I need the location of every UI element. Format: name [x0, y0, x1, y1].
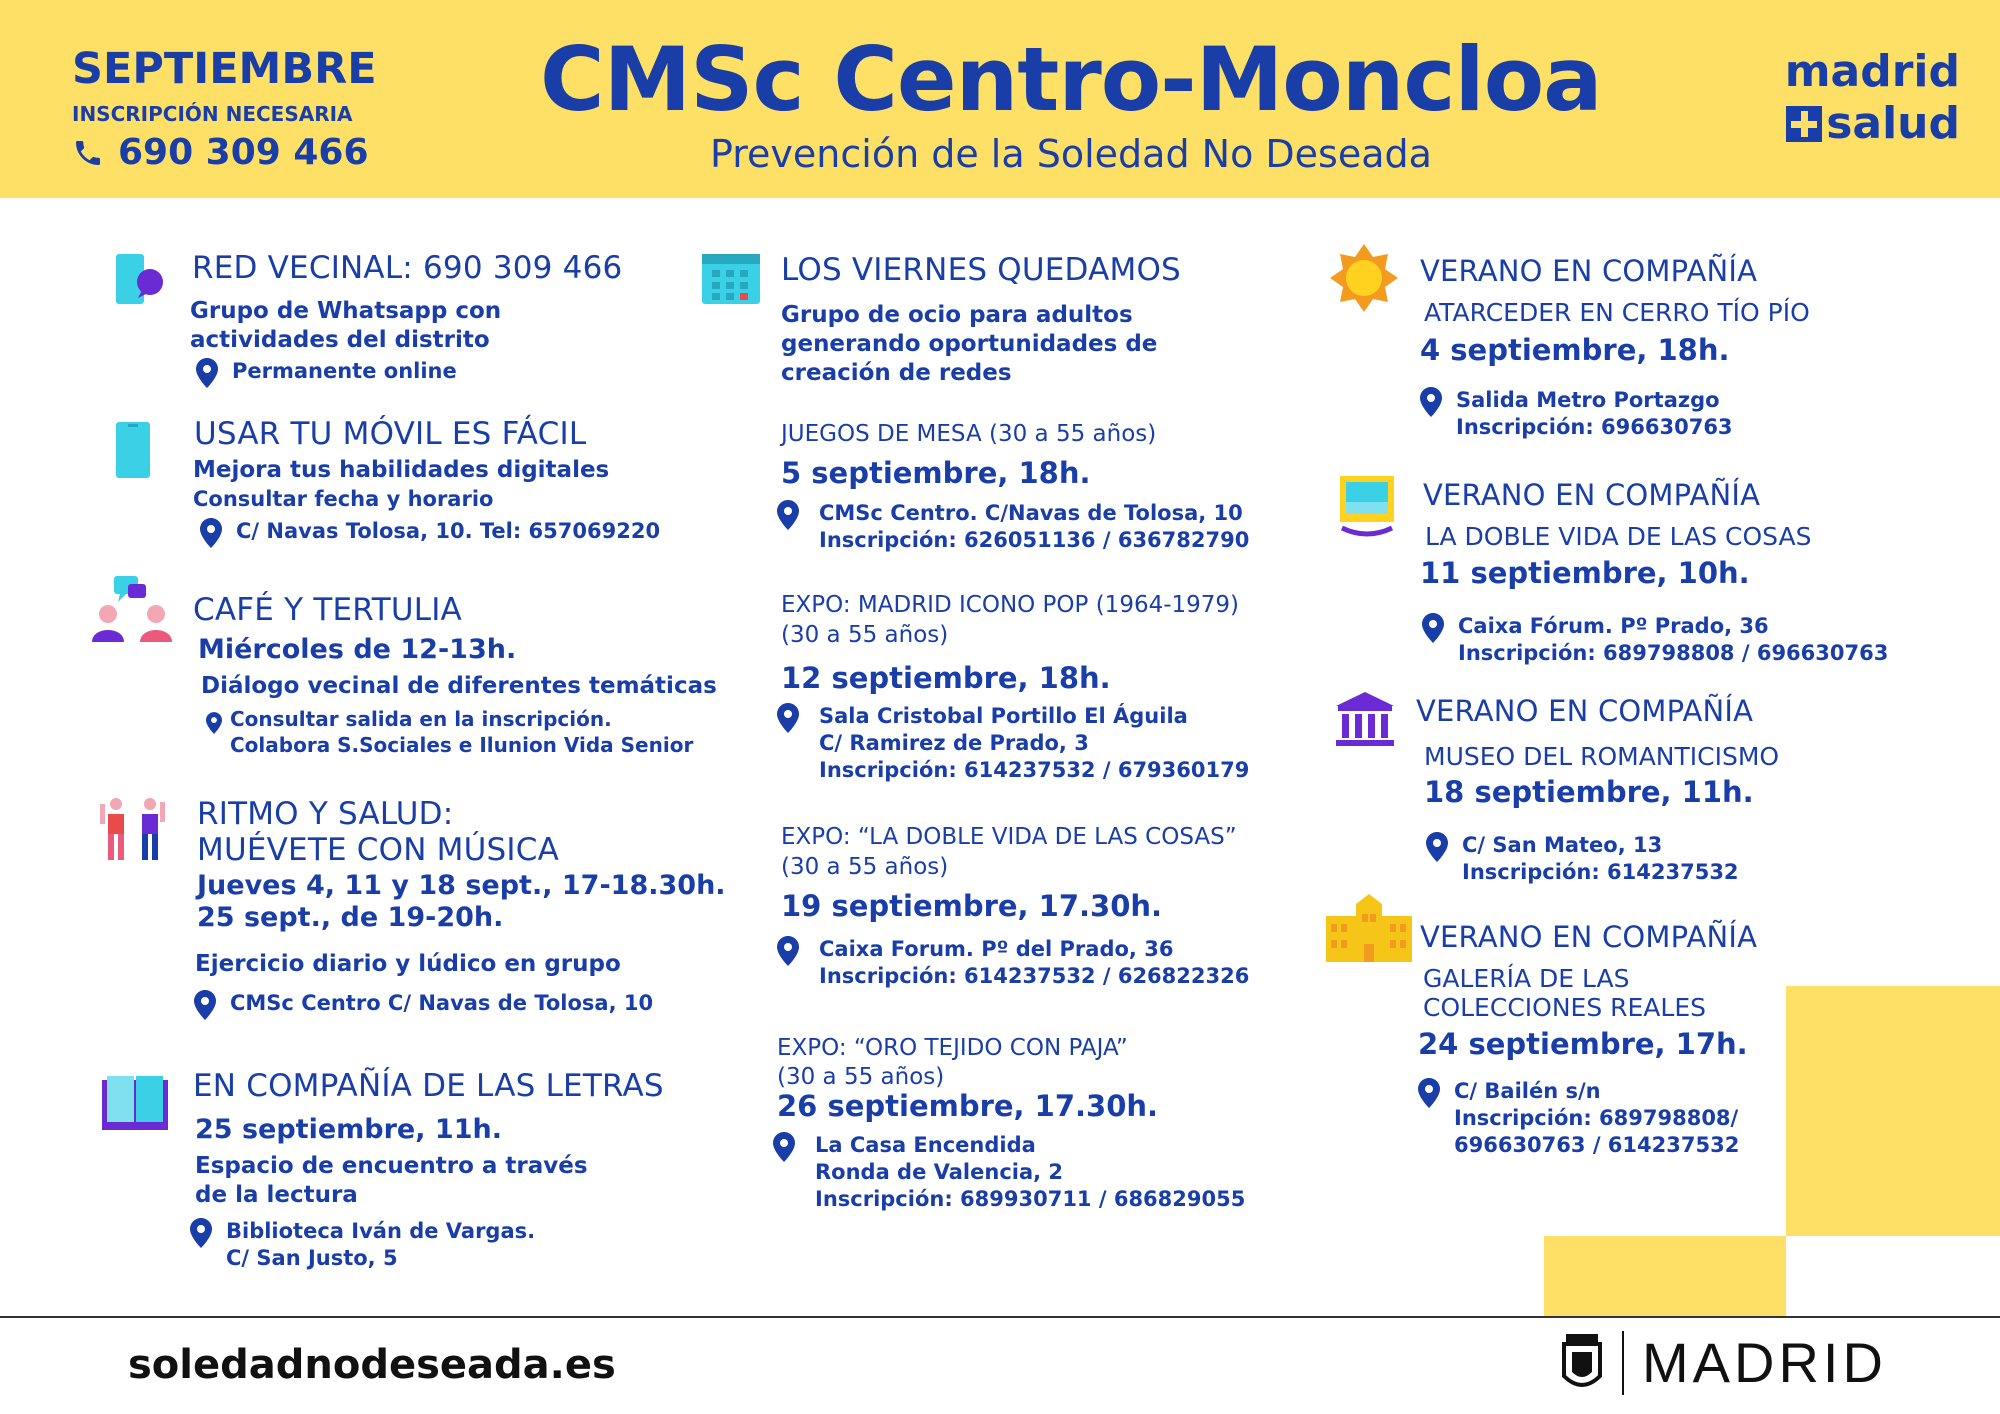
- page-title: CMSc Centro-Moncloa: [540, 28, 1602, 131]
- logo-line-1: madrid: [1784, 46, 1960, 97]
- header-phone-number: 690 309 466: [118, 132, 369, 173]
- museo-loc-2: Inscripción: 614237532: [1462, 860, 1739, 884]
- cafe-loc-1: Consultar salida en la inscripción.: [230, 707, 612, 731]
- doble3-loc-1: Caixa Fórum. Pº Prado, 36: [1458, 614, 1769, 638]
- galeria-sub: [1423, 964, 1706, 1022]
- viernes-title: LOS VIERNES QUEDAMOS: [781, 252, 1181, 288]
- icono-date: 12 septiembre, 18h.: [781, 661, 1111, 695]
- cafe-title: CAFÉ Y TERTULIA: [193, 592, 462, 628]
- ritmo-desc: Ejercicio diario y lúdico en grupo: [195, 951, 621, 977]
- atardecer-location: [1420, 387, 1733, 441]
- doble-name-1: EXPO: “LA DOBLE VIDA DE LAS COSAS”: [781, 824, 1237, 850]
- ritmo-title-1: RITMO Y SALUD:: [197, 796, 454, 832]
- oro-name-1: EXPO: “ORO TEJIDO CON PAJA”: [777, 1035, 1128, 1061]
- coat-of-arms-icon: [1560, 1332, 1604, 1394]
- doble3-card: [1423, 478, 1760, 512]
- smartphone-icon: [116, 422, 150, 478]
- letras-location: [190, 1218, 535, 1272]
- doble-name-2: (30 a 55 años): [781, 854, 949, 880]
- location-pin-icon: [206, 712, 222, 734]
- logo-divider: [1622, 1331, 1624, 1395]
- doble3-loc-2: Inscripción: 689798808 / 696630763: [1458, 641, 1889, 665]
- museo-loc-1: C/ San Mateo, 13: [1462, 833, 1663, 857]
- movil-loc-text: C/ Navas Tolosa, 10. Tel: 657069220: [236, 519, 661, 543]
- phone-icon: [72, 137, 104, 169]
- museum-icon: [1336, 692, 1394, 746]
- letras-desc: [195, 1152, 588, 1210]
- doble-name: [781, 822, 1237, 882]
- oro-name: [777, 1034, 1128, 1092]
- movil-desc-1: Mejora tus habilidades digitales: [193, 457, 610, 483]
- letras-desc-1: Espacio de encuentro a través: [195, 1153, 588, 1179]
- doble-date: 19 septiembre, 17.30h.: [781, 889, 1163, 923]
- cafe-date: Miércoles de 12-13h.: [198, 634, 517, 665]
- galeria-date: 24 septiembre, 17h.: [1418, 1027, 1748, 1061]
- location-pin-icon: [1422, 613, 1444, 643]
- month-label: SEPTIEMBRE: [72, 44, 377, 94]
- registration-note: INSCRIPCIÓN NECESARIA: [72, 102, 353, 126]
- atardecer-loc-1: Salida Metro Portazgo: [1456, 388, 1720, 412]
- juegos-date: 5 septiembre, 18h.: [781, 456, 1091, 490]
- cafe-loc-2: Colabora S.Sociales e Ilunion Vida Senior: [230, 733, 694, 757]
- oro-name-2: (30 a 55 años): [777, 1064, 945, 1090]
- calendar-icon: [702, 254, 760, 304]
- location-pin-icon: [1426, 832, 1448, 862]
- icono-loc-1: Sala Cristobal Portillo El Águila: [819, 704, 1188, 728]
- galeria-loc-3: 696630763 / 614237532: [1454, 1133, 1740, 1157]
- ritmo-dates: [197, 870, 726, 934]
- sun-icon: [1330, 244, 1398, 312]
- atardecer-date: 4 septiembre, 18h.: [1420, 333, 1730, 367]
- footer-divider: [0, 1316, 2000, 1318]
- ritmo-date-2: 25 sept., de 19-20h.: [197, 902, 504, 933]
- cafe-desc: Diálogo vecinal de diferentes temáticas: [201, 673, 717, 699]
- juegos-loc-1: CMSc Centro. C/Navas de Tolosa, 10: [819, 501, 1243, 525]
- icono-loc-3: Inscripción: 614237532 / 679360179: [819, 758, 1250, 782]
- oro-loc-1: La Casa Encendida: [815, 1133, 1036, 1157]
- doble3-title: VERANO EN COMPAÑÍA: [1423, 478, 1761, 512]
- museo-card: [1416, 694, 1753, 728]
- galeria-title: VERANO EN COMPAÑÍA: [1420, 920, 1758, 954]
- cafe-card: [193, 592, 462, 628]
- galeria-sub-1: GALERÍA DE LAS: [1423, 964, 1630, 993]
- location-pin-icon: [190, 1218, 212, 1248]
- page-subtitle: Prevención de la Soledad No Deseada: [710, 132, 1432, 176]
- red-vecinal-location: [196, 358, 457, 388]
- atardecer-sub: ATARCEDER EN CERRO TÍO PÍO: [1424, 298, 1810, 327]
- cafe-location: [206, 706, 693, 758]
- logo-line-2: salud: [1826, 98, 1960, 149]
- location-pin-icon: [196, 358, 218, 388]
- dancing-people-icon: [96, 796, 172, 860]
- atardecer-card: [1420, 254, 1757, 288]
- letras-loc-1: Biblioteca Iván de Vargas.: [226, 1219, 536, 1243]
- location-pin-icon: [777, 703, 799, 733]
- chat-phone-icon: [116, 254, 166, 308]
- decorative-square: [1786, 986, 2000, 1236]
- juegos-name: JUEGOS DE MESA (30 a 55 años): [781, 421, 1157, 447]
- oro-loc-3: Inscripción: 689930711 / 686829055: [815, 1187, 1246, 1211]
- doble-loc-1: Caixa Forum. Pº del Prado, 36: [819, 937, 1174, 961]
- ritmo-title-2: MUÉVETE CON MÚSICA: [197, 832, 559, 868]
- doble3-date: 11 septiembre, 10h.: [1420, 556, 1750, 590]
- letras-loc-2: C/ San Justo, 5: [226, 1246, 398, 1270]
- red-vecinal-desc-2: actividades del distrito: [190, 327, 490, 353]
- painting-icon: [1340, 476, 1394, 538]
- galeria-location: [1418, 1078, 1739, 1159]
- red-vecinal-desc: [190, 297, 501, 355]
- oro-date: 26 septiembre, 17.30h.: [777, 1089, 1159, 1123]
- oro-loc-2: Ronda de Valencia, 2: [815, 1160, 1064, 1184]
- location-pin-icon: [773, 1132, 795, 1162]
- open-book-icon: [102, 1076, 168, 1130]
- madrid-salud-logo: [1785, 46, 1960, 150]
- conversation-icon: [90, 576, 174, 642]
- viernes-desc-3: creación de redes: [781, 360, 1012, 386]
- galeria-loc-2: Inscripción: 689798808/: [1454, 1106, 1739, 1130]
- location-pin-icon: [777, 936, 799, 966]
- doble3-location: [1422, 613, 1888, 667]
- red-vecinal-title: RED VECINAL: 690 309 466: [192, 250, 623, 286]
- red-vecinal-loc-text: Permanente online: [232, 359, 457, 383]
- movil-desc-2: Consultar fecha y horario: [193, 487, 494, 511]
- movil-location: [200, 518, 660, 548]
- movil-title: USAR TU MÓVIL ES FÁCIL: [194, 416, 587, 452]
- location-pin-icon: [200, 518, 222, 548]
- location-pin-icon: [194, 990, 216, 1020]
- icono-location: [777, 703, 1249, 784]
- galeria-card: [1420, 920, 1757, 954]
- viernes-desc-1: Grupo de ocio para adultos: [781, 302, 1133, 328]
- viernes-desc-2: generando oportunidades de: [781, 331, 1158, 357]
- museo-location: [1426, 832, 1739, 886]
- museo-date: 18 septiembre, 11h.: [1424, 775, 1754, 809]
- ritmo-date-1: Jueves 4, 11 y 18 sept., 17-18.30h.: [197, 870, 726, 901]
- atardecer-loc-2: Inscripción: 696630763: [1456, 415, 1733, 439]
- viernes-card: [781, 252, 1181, 288]
- ritmo-location: [194, 990, 653, 1020]
- madrid-logo: [1560, 1330, 1887, 1395]
- icono-name-1: EXPO: MADRID ICONO POP (1964-1979): [781, 592, 1240, 618]
- galeria-loc-1: C/ Bailén s/n: [1454, 1079, 1601, 1103]
- doble3-sub: LA DOBLE VIDA DE LAS COSAS: [1425, 522, 1812, 551]
- viernes-desc: [781, 301, 1157, 388]
- header-banner: [0, 0, 2000, 198]
- museo-sub: MUSEO DEL ROMANTICISMO: [1424, 742, 1780, 771]
- doble-loc-2: Inscripción: 614237532 / 626822326: [819, 964, 1250, 988]
- website-link[interactable]: soledadnodeseada.es: [128, 1342, 616, 1388]
- icono-name: [781, 590, 1239, 650]
- ritmo-card: [197, 796, 559, 868]
- icono-loc-2: C/ Ramirez de Prado, 3: [819, 731, 1089, 755]
- location-pin-icon: [1418, 1078, 1440, 1108]
- red-vecinal-card: [192, 250, 622, 286]
- palace-icon: [1326, 894, 1412, 962]
- movil-card: [194, 416, 586, 452]
- decorative-square: [1544, 1236, 1786, 1316]
- ritmo-loc-text: CMSc Centro C/ Navas de Tolosa, 10: [230, 991, 654, 1015]
- plus-icon: [1786, 106, 1822, 142]
- juegos-loc-2: Inscripción: 626051136 / 636782790: [819, 528, 1250, 552]
- icono-name-2: (30 a 55 años): [781, 622, 949, 648]
- location-pin-icon: [1420, 387, 1442, 417]
- letras-desc-2: de la lectura: [195, 1182, 358, 1208]
- red-vecinal-desc-1: Grupo de Whatsapp con: [190, 298, 502, 324]
- letras-date: 25 septiembre, 11h.: [195, 1114, 502, 1145]
- madrid-wordmark: MADRID: [1642, 1331, 1887, 1394]
- museo-title: VERANO EN COMPAÑÍA: [1416, 694, 1754, 728]
- juegos-location: [777, 500, 1249, 554]
- oro-location: [773, 1132, 1245, 1213]
- header-phone[interactable]: [72, 132, 369, 173]
- atardecer-title: VERANO EN COMPAÑÍA: [1420, 254, 1758, 288]
- doble-location: [777, 936, 1249, 990]
- letras-card: [193, 1068, 664, 1104]
- location-pin-icon: [777, 500, 799, 530]
- letras-title: EN COMPAÑÍA DE LAS LETRAS: [193, 1068, 664, 1104]
- movil-desc: [193, 456, 609, 514]
- galeria-sub-2: COLECCIONES REALES: [1423, 993, 1706, 1022]
